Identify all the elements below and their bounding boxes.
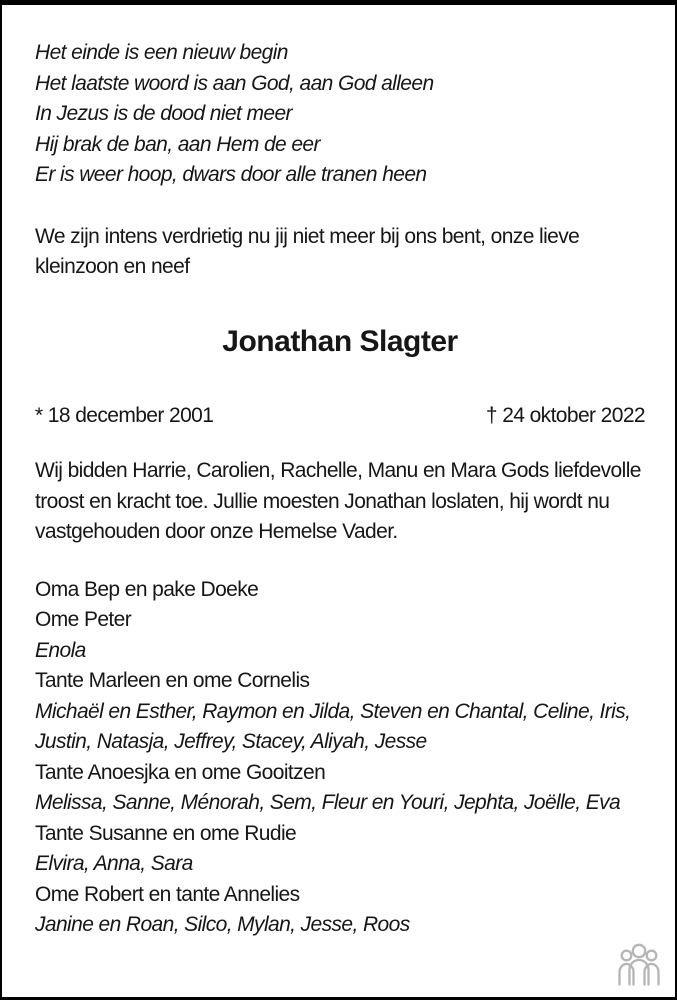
family-line: Enola bbox=[35, 638, 86, 662]
family-line: Tante Marleen en ome Cornelis bbox=[35, 669, 310, 692]
prayer-text: Wij bidden Harrie, Carolien, Rachelle, Manu en Mara Gods liefdevolle troost en kracht toe. Jullie moesten Jonathan loslaten, hij wordt nu vastgehouden door onze Hemelse Vader. bbox=[35, 459, 641, 543]
death-date: † 24 oktober 2022 bbox=[485, 403, 645, 427]
family-line: Elvira, Anna, Sara bbox=[35, 852, 193, 875]
family-line: Janine en Roan, Silco, Mylan, Jesse, Roos bbox=[35, 913, 410, 936]
poem-line: Hij brak de ban, aan Hem de eer bbox=[35, 132, 320, 156]
family-line: Tante Anoesjka en ome Gooitzen bbox=[35, 760, 326, 784]
poem-line: Het einde is een nieuw begin bbox=[35, 41, 288, 64]
family-line: Ome Peter bbox=[35, 608, 132, 631]
poem-line: In Jezus is de dood niet meer bbox=[35, 102, 292, 125]
dates-row bbox=[35, 401, 645, 432]
family-line: Ome Robert en tante Annelies bbox=[35, 882, 300, 906]
birth-date: * 18 december 2001 bbox=[35, 403, 214, 427]
intro-text: We zijn intens verdrietig nu jij niet meer bij ons bent, onze lieve kleinzoon en neef bbox=[35, 224, 580, 278]
poem bbox=[35, 38, 645, 191]
family-line: Tante Susanne en ome Rudie bbox=[35, 821, 297, 845]
poem-line: Het laatste woord is aan God, aan God alleen bbox=[35, 71, 434, 95]
family-line: Michaël en Esther, Raymon en Jilda, Steven en Chantal, Celine, Iris, Justin, Natasja, Jeffrey, Stacey, Aliyah, Jesse bbox=[35, 699, 631, 753]
family-icon bbox=[616, 943, 662, 986]
family-line: Melissa, Sanne, Ménorah, Sem, Fleur en Youri, Jephta, Joëlle, Eva bbox=[35, 791, 621, 814]
family-list bbox=[35, 575, 645, 941]
poem-line: Er is weer hoop, dwars door alle tranen heen bbox=[35, 163, 427, 186]
family-line: Oma Bep en pake Doeke bbox=[35, 577, 259, 601]
deceased-name: Jonathan Slagter bbox=[222, 324, 458, 358]
